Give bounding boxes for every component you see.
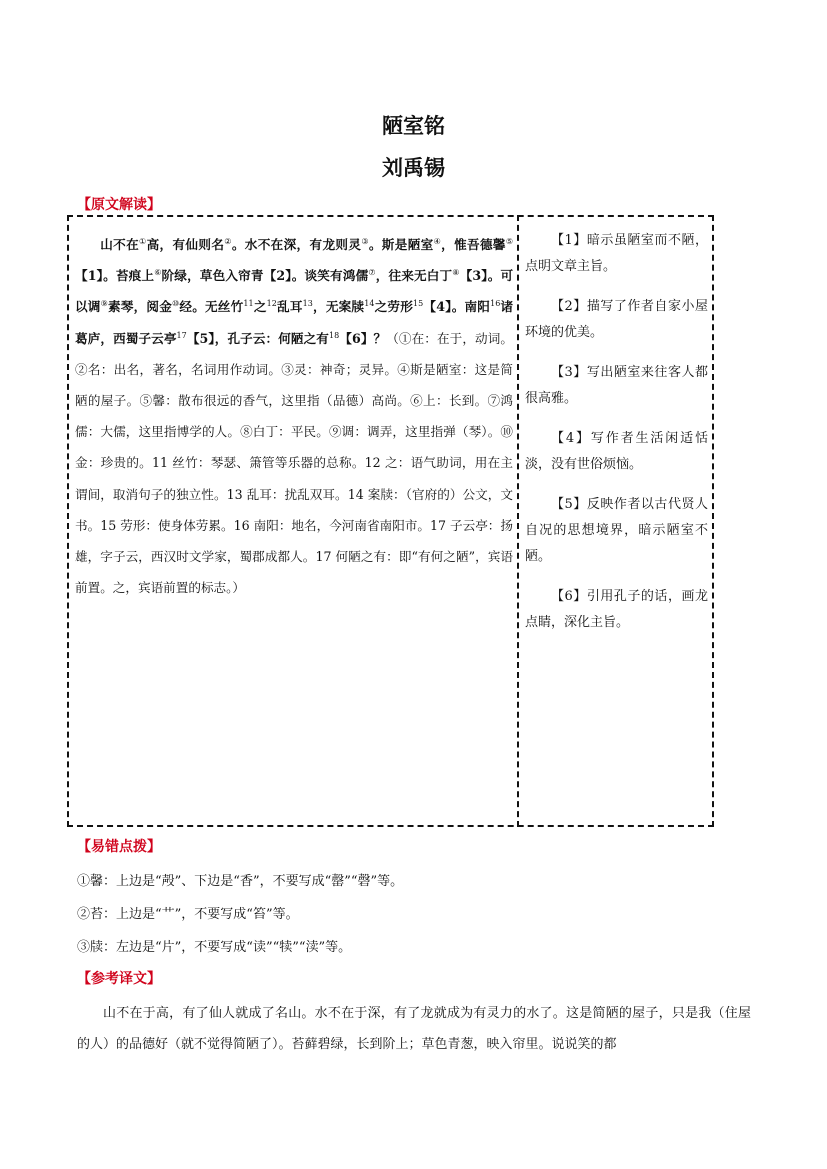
marker: 【1】 (75, 268, 104, 284)
text-p4: 。斯是陋室 (368, 237, 434, 252)
annotation-item: 【2】描写了作者自家小屋环境的优美。 (525, 299, 708, 340)
tip-item: ②苔：上边是“艹”，不要写成“笞”等。 (77, 907, 299, 922)
original-text (75, 229, 513, 603)
text-p10: 。可以调 (75, 268, 514, 315)
marker: 【2】 (263, 268, 292, 284)
annotation-item: 【4】写作者生活闲适恬淡，没有世俗烦恼。 (525, 431, 708, 472)
note-ref: ① (139, 236, 147, 246)
text-p14: 乱耳 (276, 299, 303, 315)
text-p15: ，无案牍 (312, 299, 365, 315)
marker: 【6】 (339, 330, 374, 346)
marker: 【5】 (186, 330, 215, 346)
tip-item: ①馨：上边是“殸”、下边是“香”，不要写成“罄”“磬”等。 (77, 874, 404, 889)
translation-text: 山不在于高，有了仙人就成了名山。水不在于深，有了龙就成为有灵力的水了。这是简陋的屋子，只是我（住屋的人）的品德好（就不觉得简陋了）。苔藓碧绿，长到阶上；草色青葱，映入帘里。说说笑的都 (77, 1006, 751, 1052)
note-ref: 15 (413, 299, 424, 309)
marker: 【3】 (459, 268, 488, 284)
text-p8: 。谈笑有鸿儒 (291, 268, 369, 284)
author-name: 刘禹锡 (382, 156, 445, 180)
section-translation-heading: 【参考译文】 (77, 971, 161, 987)
tip-item: ③牍：左边是“片”，不要写成“读”“犊”“渎”等。 (77, 940, 352, 955)
table-divider (517, 215, 519, 827)
text-p20: ？ (373, 330, 387, 346)
note-ref: ⑨ (100, 299, 108, 309)
note-ref: 16 (490, 299, 501, 309)
text-p7: 阶绿，草色入帘青 (161, 268, 264, 284)
text-p2: 高，有仙则名 (146, 237, 225, 252)
text-p1: 山不在 (100, 237, 140, 252)
note-ref: ⑧ (452, 268, 460, 278)
text-p12: 经。无丝竹 (179, 299, 244, 315)
footnotes: （①在：在于，动词。②名：出名，著名，名词用作动词。③灵：神奇；灵异。④斯是陋室：这是简陋的屋子。⑤馨：散布很远的香气，这里指（品德）高尚。⑥上：长到。⑦鸿儒：大儒，这里指博学的人。⑧白丁：平民。⑨调：调弄，这里指弹（琴）。⑩金：珍贵的。11 丝竹：琴瑟、箫管等乐器的总称。12 之：语气助词，用在主谓间，取消句子的独立性。13 乱耳：扰乱双耳。14 案牍：（官府的）公文，文书。15 劳形：使身体劳累。16 南阳：地名，今河南省南阳市。17 子云亭：扬雄，字子云，西汉时文学家，蜀郡成都人。17 何陋之有：即“有何之陋”，宾语前置。之，宾语前置的标志。） (75, 330, 514, 596)
section-original-heading: 【原文解读】 (77, 197, 161, 213)
note-ref: ⑤ (505, 236, 514, 246)
note-ref: ③ (361, 236, 369, 246)
note-ref: 11 (243, 299, 254, 309)
note-ref: ⑦ (368, 268, 376, 278)
note-ref: ⑥ (154, 268, 162, 278)
annotation-item: 【1】暗示虽陋室而不陋，点明文章主旨。 (525, 233, 708, 274)
text-p19: ，孔子云：何陋之有 (214, 330, 329, 346)
page-title: 陋室铭 (382, 114, 445, 138)
note-ref: 12 (266, 299, 277, 309)
note-ref: ④ (433, 236, 442, 246)
section-errors-heading: 【易错点拨】 (77, 839, 161, 855)
annotation-item: 【5】反映作者以古代贤人自况的思想境界，暗示陋室不陋。 (525, 497, 708, 564)
annotation-item: 【3】写出陋室来往客人都很高雅。 (525, 365, 708, 406)
text-p6: 。苔痕上 (103, 268, 155, 284)
annotation-column (525, 228, 708, 650)
marker: 【4】 (423, 299, 452, 315)
note-ref: 13 (302, 299, 313, 309)
text-p9: ，往来无白丁 (375, 268, 453, 284)
annotation-item: 【6】引用孔子的话，画龙点睛，深化主旨。 (525, 589, 708, 630)
note-ref: ② (224, 236, 232, 246)
text-p3: 。水不在深，有龙则灵 (231, 237, 362, 252)
text-p11: 素琴，阅金 (108, 299, 173, 315)
note-ref: 18 (328, 330, 340, 340)
note-ref: 17 (176, 330, 187, 340)
text-p17: 。南阳 (451, 299, 491, 315)
text-p16: 之劳形 (374, 299, 414, 315)
note-ref: ⑩ (172, 299, 180, 309)
text-p18: 诸葛庐，西蜀子云亭 (75, 299, 514, 346)
text-p13: 之 (253, 299, 267, 315)
text-p5: ，惟吾德馨 (441, 237, 506, 252)
note-ref: 14 (364, 299, 375, 309)
